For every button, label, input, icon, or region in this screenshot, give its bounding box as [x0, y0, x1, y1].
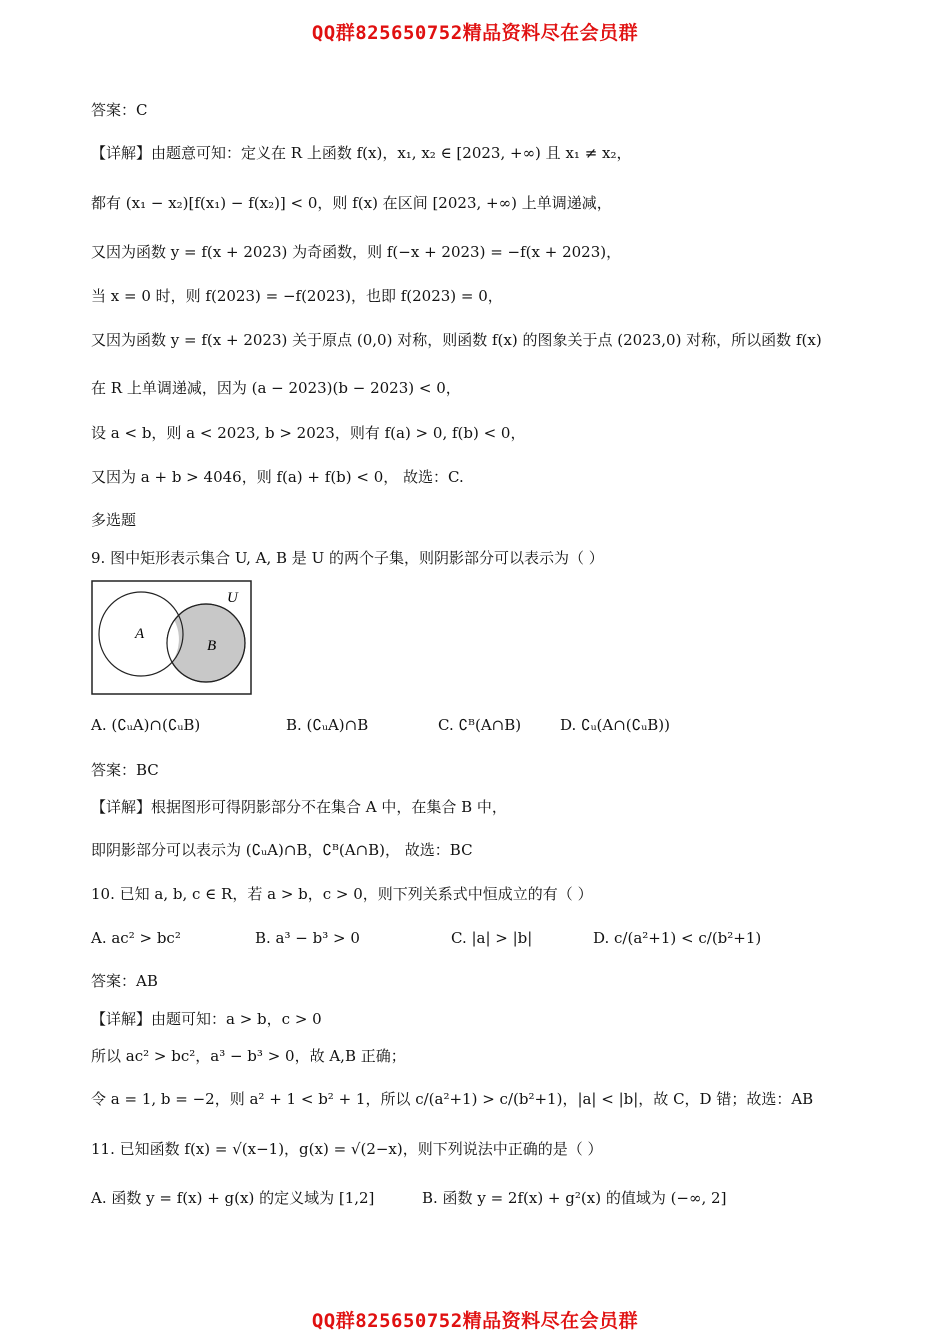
detail-8-line-3: 又因为函数 y = f(x + 2023) 为奇函数，则 f(−x + 2023) = −f(x + 2023)，: [91, 243, 622, 261]
answer-10: 答案：AB: [91, 972, 158, 990]
watermark-top: QQ群825650752精品资料尽在会员群: [311, 22, 639, 44]
q10-option-a: A. ac² > bc²: [91, 929, 181, 947]
q10-option-b: B. a³ − b³ > 0: [255, 929, 360, 947]
q11-stem: 11. 已知函数 f(x) = √(x−1)，g(x) = √(2−x)，则下列说法中正确的是（ ）: [91, 1140, 603, 1158]
q9-option-b: B. (∁ᵤA)∩B: [286, 716, 369, 734]
detail-10-line-2: 所以 ac² > bc²，a³ − b³ > 0，故 A,B 正确；: [91, 1047, 406, 1065]
detail-8-line-7: 设 a < b，则 a < 2023, b > 2023，则有 f(a) > 0, f(b) < 0，: [91, 424, 526, 442]
q10-stem: 10. 已知 a, b, c ∈ R，若 a > b，c > 0，则下列关系式中恒成立的有（ ）: [91, 885, 593, 903]
q11-option-b: B. 函数 y = 2f(x) + g²(x) 的值域为 (−∞, 2]: [422, 1189, 727, 1207]
detail-8-line-5: 又因为函数 y = f(x + 2023) 关于原点 (0,0) 对称，则函数 f(x) 的图象关于点 (2023,0) 对称，所以函数 f(x): [91, 331, 822, 349]
q10-option-d: D. c/(a²+1) < c/(b²+1): [593, 929, 762, 947]
answer-8: 答案：C: [91, 101, 148, 119]
q9-option-d: D. ∁ᵤ(A∩(∁ᵤB)): [560, 716, 670, 734]
q11-option-a: A. 函数 y = f(x) + g(x) 的定义域为 [1,2]: [91, 1189, 375, 1207]
detail-8-line-1: 【详解】由题意可知：定义在 R 上函数 f(x)，x₁, x₂ ∈ [2023, +∞) 且 x₁ ≠ x₂，: [91, 144, 632, 162]
label-b: B: [207, 638, 217, 654]
detail-8-line-8: 又因为 a + b > 4046，则 f(a) + f(b) < 0， 故选：C.: [91, 468, 464, 486]
detail-10-line-3: 令 a = 1, b = −2，则 a² + 1 < b² + 1，所以 c/(a²+1) > c/(b²+1)，|a| < |b|，故 C，D 错；故选：AB: [91, 1090, 814, 1108]
q9-stem: 9. 图中矩形表示集合 U, A, B 是 U 的两个子集，则阴影部分可以表示为（ ）: [91, 549, 604, 567]
detail-9-line-2: 即阴影部分可以表示为 (∁ᵤA)∩B，∁ᴮ(A∩B)， 故选：BC: [91, 841, 473, 859]
label-u: U: [227, 590, 238, 606]
detail-8-line-6: 在 R 上单调递减，因为 (a − 2023)(b − 2023) < 0，: [91, 379, 461, 397]
section-title: 多选题: [91, 511, 137, 529]
detail-8-line-4: 当 x = 0 时，则 f(2023) = −f(2023)，也即 f(2023) = 0，: [91, 287, 503, 305]
q9-option-c: C. ∁ᴮ(A∩B): [438, 716, 522, 734]
q10-option-c: C. |a| > |b|: [451, 929, 533, 947]
watermark-bottom: QQ群825650752精品资料尽在会员群: [311, 1310, 639, 1332]
venn-diagram: [91, 580, 253, 696]
detail-9-line-1: 【详解】根据图形可得阴影部分不在集合 A 中，在集合 B 中，: [91, 798, 507, 816]
detail-8-line-2: 都有 (x₁ − x₂)[f(x₁) − f(x₂)] < 0，则 f(x) 在区间 [2023, +∞) 上单调递减，: [91, 194, 612, 212]
detail-10-line-1: 【详解】由题可知：a > b，c > 0: [91, 1010, 322, 1028]
label-a: A: [135, 626, 145, 642]
q9-option-a: A. (∁ᵤA)∩(∁ᵤB): [91, 716, 201, 734]
answer-9: 答案：BC: [91, 761, 159, 779]
